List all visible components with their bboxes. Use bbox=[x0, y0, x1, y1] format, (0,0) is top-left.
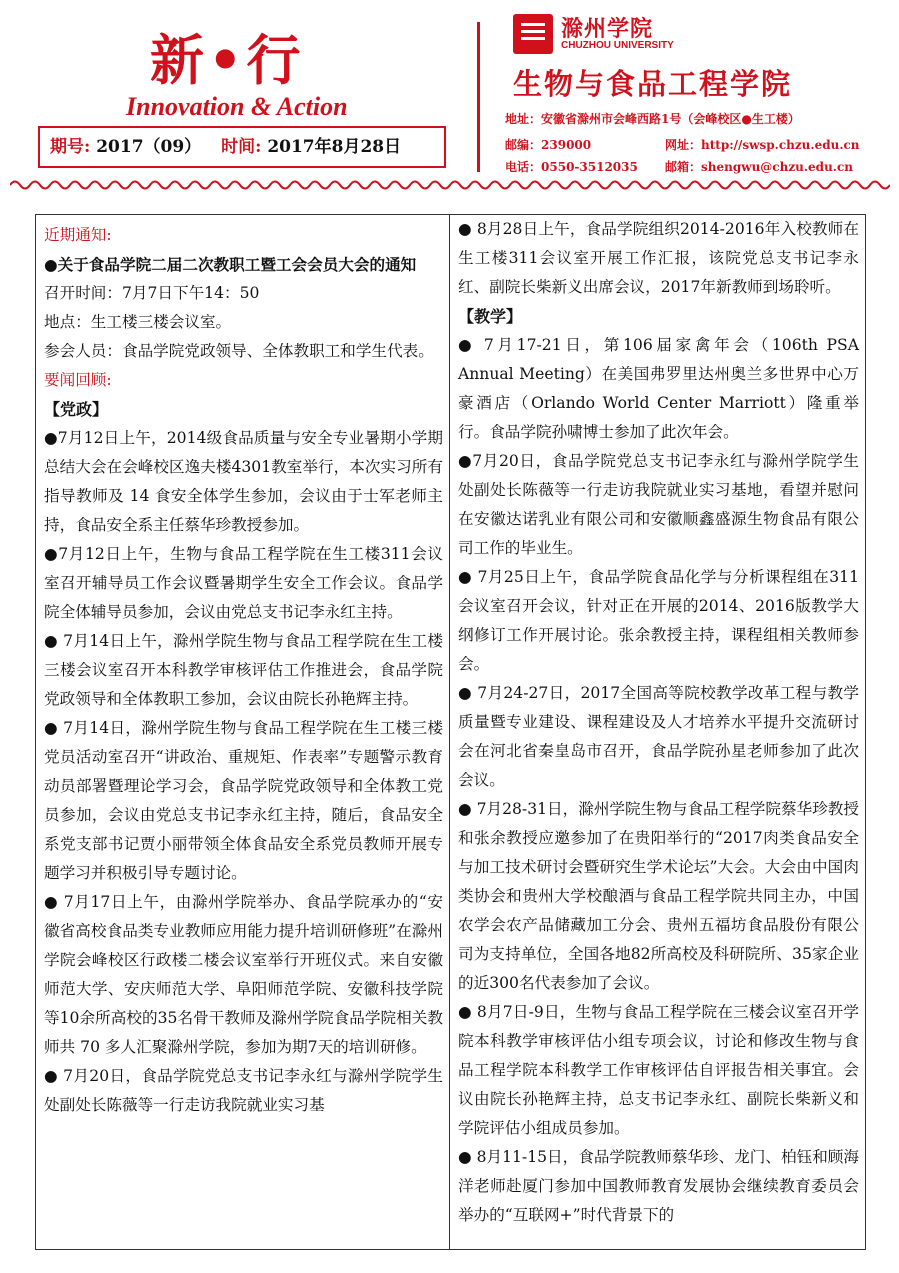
news-item: ●7月12日上午，2014级食品质量与安全专业暑期小学期总结大会在会峰校区逸夫楼4301教室举行，本次实习所有指导教师及 14 食安全体学生参加，会议由于士军老师主持，食品安全系主任蔡华珍教授参加。 bbox=[44, 429, 443, 534]
notice-title: ●关于食品学院二届二次教职工暨工会会员大会的通知 bbox=[44, 255, 417, 274]
news-item: ● 8月28日上午，食品学院组织2014-2016年入校教师在生工楼311会议室开展工作汇报，该院党总支书记李永红、副院长柴新义出席会议，2017年新教师到场聆听。 bbox=[458, 220, 859, 296]
phone-label: 电话： bbox=[505, 160, 542, 174]
news-item: ● 7月17日上午，由滁州学院举办、食品学院承办的“安徽省高校食品类专业教师应用能力提升培训研修班”在滁州学院会峰校区行政楼二楼会议室举行开班仪式。来自安徽师范大学、安庆师范大学、阜阳师范学院、安徽科技学院等10余所高校的35名骨干教师及滁州学院食品学院相关教师共 70 多人汇聚滁州学院，参加为期7天的培训研修。 bbox=[44, 893, 443, 1056]
university-name: 滁州学院 bbox=[561, 16, 654, 42]
news-item: ● 7月28-31日，滁州学院生物与食品工程学院蔡华珍教授和张余教授应邀参加了在贵阳举行的“2017肉类食品安全与加工技术研讨会暨研究生学术论坛”大会。大会由中国肉类协会和贵州大学校酿酒与食品工程学院共同主办，中国农学会农产品储藏加工分会、贵州五福坊食品股份有限公司为支持单位，全国各地82所高校及科研院所、35家企业的近300名代表参加了会议。 bbox=[458, 800, 859, 992]
masthead-divider bbox=[477, 22, 480, 172]
notice-time: 召开时间：7月7日下午14：50 bbox=[44, 284, 260, 302]
news-item: ●7月12日上午，生物与食品工程学院在生工楼311会议室召开辅导员工作会议暨暑期学生安全工作会议。食品学院全体辅导员参加，会议由党总支书记李永红主持。 bbox=[44, 545, 443, 621]
news-item: ● 7月24-27日，2017全国高等院校教学改革工程与教学质量暨专业建设、课程建设及人才培养水平提升交流研讨会在河北省秦皇岛市召开，食品学院孙星老师参加了此次会议。 bbox=[458, 684, 859, 789]
email-label: 邮箱： bbox=[665, 160, 702, 174]
news-item: ● 7月17-21日，第106届家禽年会（106th PSA Annual Meeting）在美国弗罗里达州奥兰多世界中心万豪酒店（Orlando World Center Marriott）隆重举行。食品学院孙啸博士参加了此次年会。 bbox=[458, 336, 859, 441]
decorative-wave-divider bbox=[10, 178, 890, 192]
masthead-left bbox=[30, 8, 460, 168]
news-item: ● 8月7日-9日，生物与食品工程学院在三楼会议室召开学院本科教学审核评估小组专项会议，讨论和修改生物与食品工程学院本科教学工作审核评估自评报告相关事宜。会议由院长孙艳辉主持，总支书记李永红、副院长柴新义和学院评估小组成员参加。 bbox=[458, 1003, 859, 1137]
newsletter-subtitle: Innovation & Action bbox=[126, 92, 348, 121]
postcode bbox=[505, 136, 591, 153]
news-item: ● 7月14日上午，滁州学院生物与食品工程学院在生工楼三楼会议室召开本科教学审核评估工作推进会，食品学院党政领导和全体教职工参加，会议由院长孙艳辉主持。 bbox=[44, 632, 443, 708]
newsletter-title: 新•行 bbox=[150, 28, 305, 92]
college-name: 生物与食品工程学院 bbox=[513, 67, 793, 101]
postcode-value: 239000 bbox=[541, 138, 592, 152]
phone-value: 0550-3512035 bbox=[541, 160, 638, 174]
website-label: 网址： bbox=[665, 138, 702, 152]
notice-people: 参会人员：食品学院党政领导、全体教职工和学生代表。 bbox=[44, 342, 434, 360]
university-logo-icon bbox=[513, 14, 553, 54]
issue-value: 2017（09） bbox=[96, 137, 202, 157]
website bbox=[665, 136, 860, 153]
news-item: ● 7月14日，滁州学院生物与食品工程学院在生工楼三楼党员活动室召开“讲政治、重规矩、作表率”专题警示教育动员部署暨理论学习会，食品学院党政领导和全体教工党员参加，会议由党总支书记李永红主持，随后，食品安全系党支部书记贾小丽带领全体食品安全系党员教师开展专题学习并积极引导专题讨论。 bbox=[44, 719, 443, 882]
news-heading: 要闻回顾: bbox=[44, 371, 112, 389]
news-item: ● 8月11-15日，食品学院教师蔡华珍、龙门、柏钰和顾海洋老师赴厦门参加中国教师教育发展协会继续教育委员会举办的“互联网+”时代背景下的 bbox=[458, 1148, 859, 1224]
website-value[interactable]: http://swsp.chzu.edu.cn bbox=[701, 138, 860, 152]
phone bbox=[505, 158, 638, 175]
left-column bbox=[36, 215, 450, 1249]
notice-place: 地点：生工楼三楼会议室。 bbox=[44, 313, 232, 331]
email bbox=[665, 158, 853, 175]
teaching-heading: 【教学】 bbox=[458, 307, 523, 326]
postcode-label: 邮编： bbox=[505, 138, 542, 152]
time-value: 2017年8月28日 bbox=[267, 137, 402, 157]
address: 地址：安徽省滁州市会峰西路1号（会峰校区●生工楼） bbox=[505, 112, 800, 126]
time-label: 时间: bbox=[221, 137, 262, 157]
masthead-right bbox=[505, 10, 885, 174]
right-column bbox=[450, 215, 865, 1249]
news-item: ●7月20日，食品学院党总支书记李永红与滁州学院学生处副处长陈薇等一行走访我院就业实习基地，看望并慰问在安徽达诺乳业有限公司和安徽顺鑫盛源生物食品有限公司工作的毕业生。 bbox=[458, 452, 859, 557]
issue-label: 期号: bbox=[50, 137, 91, 157]
party-heading: 【党政】 bbox=[44, 400, 109, 419]
issue-box bbox=[38, 126, 446, 168]
notice-heading: 近期通知: bbox=[44, 226, 112, 244]
news-item: ● 7月20日，食品学院党总支书记李永红与滁州学院学生处副处长陈薇等一行走访我院就业实习基 bbox=[44, 1067, 443, 1114]
university-name-en: CHUZHOU UNIVERSITY bbox=[561, 40, 674, 51]
newsletter-content bbox=[35, 214, 866, 1250]
news-item: ● 7月25日上午，食品学院食品化学与分析课程组在311会议室召开会议，针对正在开展的2014、2016版教学大纲修订工作开展讨论。张余教授主持，课程组相关教师参会。 bbox=[458, 568, 859, 673]
email-value[interactable]: shengwu@chzu.edu.cn bbox=[701, 160, 854, 174]
